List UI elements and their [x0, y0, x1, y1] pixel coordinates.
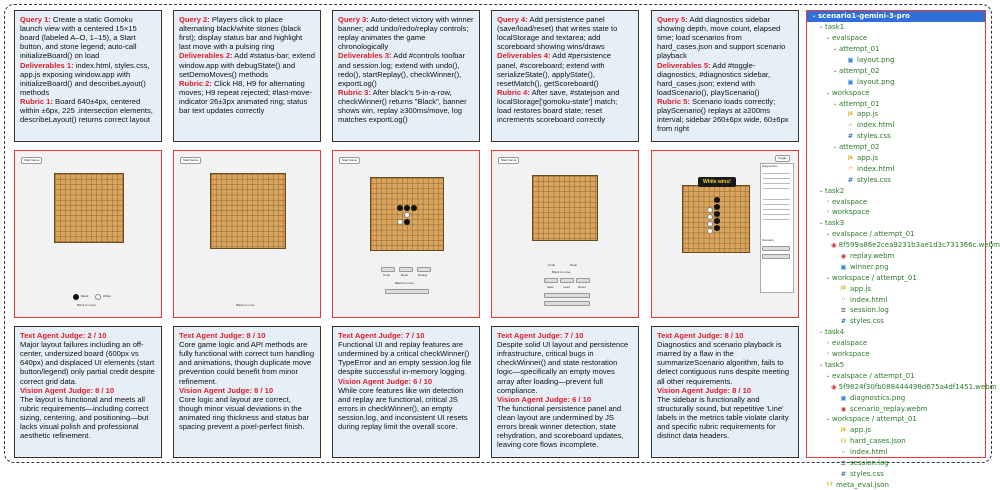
tree-item-label: layout.png — [857, 77, 895, 86]
text-judge-score: Text Agent Judge: 8 / 10 — [179, 331, 266, 340]
tree-item-label: styles.css — [857, 132, 891, 141]
tree-item-label: scenario_replay.webm — [850, 404, 928, 413]
chevron-down-icon: ⌄ — [825, 89, 831, 96]
vision-judge — [657, 386, 793, 441]
vision-judge-score: Vision Agent Judge: 6 / 10 — [338, 376, 433, 386]
rubric — [338, 88, 474, 124]
tree-file-item[interactable] — [807, 447, 985, 458]
tree-file-item[interactable] — [807, 425, 985, 436]
tree-item-label: styles.css — [850, 469, 884, 478]
query — [497, 15, 633, 51]
save-label: Save — [547, 285, 554, 289]
deliverables-label: Deliverables 3: — [338, 51, 392, 61]
tree-item-label: workspace / attempt_01 — [832, 273, 917, 282]
tree-folder-item[interactable] — [807, 196, 985, 207]
js-file-icon: JS — [848, 111, 853, 117]
webm-file-icon: ◉ — [831, 241, 837, 250]
task-column-2 — [173, 10, 321, 458]
tree-item-label: app.js — [857, 154, 878, 163]
file-tree-panel — [806, 10, 1000, 489]
text-judge-body: Functional UI and replay features are undermined by a critical checkWinner() TypeError and an empty session.log file despite successful in-memory logging. — [338, 340, 472, 377]
tree-file-item[interactable] — [807, 381, 997, 392]
tree-item-label: session.log — [850, 458, 889, 467]
query-label: Query 5: — [657, 15, 688, 24]
toggle-diagnostics-button[interactable]: Toggle — [775, 155, 790, 162]
text-judge-score: Text Agent Judge: 8 / 10 — [657, 331, 744, 340]
tree-item-label: attempt_02 — [839, 66, 880, 75]
vision-judge — [497, 395, 633, 450]
chevron-down-icon: ⌄ — [818, 329, 824, 336]
deliverables-text: Add #status-bar; extend window.app with debugState() and setDemoMoves() methods — [179, 51, 315, 79]
deliverables-label: Deliverables 5: — [657, 60, 711, 70]
diagnostics-title: Diagnostics — [762, 164, 778, 168]
black-stone — [397, 205, 403, 211]
query-text: Create a static Gomoku launch view with a centered 15×15 board (labeled A–O, 1–15), a Start button, and stone legend; auto-call initializeBoard() on load — [20, 15, 137, 61]
task-column-1 — [14, 10, 162, 458]
text-judge-score: Text Agent Judge: 2 / 10 — [20, 331, 107, 340]
reset-label: Reset — [578, 285, 586, 289]
rubric-text: Click H8, H9 for alternating moves; H9 repeat rejected; #last-move-indicator 26±3px animated ring; status bar text updates correctly — [179, 78, 312, 116]
log-file-icon: ≡ — [840, 306, 847, 315]
tree-folder-item[interactable] — [807, 414, 985, 425]
judge-cell-1 — [14, 326, 162, 458]
status-bar: Black to move — [552, 270, 571, 274]
vision-judge-body: Core logic and layout are correct, though minor visual deviations in the animated ring thickness and status bar spacing prevent a pixel-perfect finish. — [179, 394, 310, 432]
tree-item-label: 8f599a86e2cea9231b3ae1d3c731366c.webm — [838, 241, 1000, 250]
sidebar-metric-line — [763, 183, 790, 184]
mini-control[interactable] — [417, 267, 431, 272]
rubric-label: Rubric 2: — [179, 78, 212, 88]
deliverables-label: Deliverables 4: — [497, 51, 551, 61]
sidebar-metric-line — [763, 178, 790, 179]
tree-folder-item[interactable] — [807, 98, 985, 109]
tree-folder-item[interactable] — [807, 185, 985, 196]
scoreboard-row[interactable] — [544, 293, 590, 298]
tree-item-label: diagnostics.png — [850, 393, 906, 402]
chevron-down-icon: ⌄ — [818, 220, 824, 227]
css-file-icon: # — [847, 132, 854, 141]
black-stone — [714, 225, 720, 231]
chevron-right-icon: › — [826, 209, 830, 216]
query — [20, 15, 156, 61]
rubric-text: After save, #statejson and localStorage['gomoku-state'] match; load restores board state; reset increments scoreboard correctly — [497, 87, 620, 125]
tree-folder-item[interactable] — [807, 370, 985, 381]
scenario-play-button[interactable] — [762, 254, 790, 259]
tree-item-label: evalspace — [832, 197, 868, 206]
vision-judge-body: The functional persistence panel and clean layout are undermined by JS errors break winner detection, state rehydration, and scoreboard updates, leaving core flows incomplete. — [497, 403, 624, 450]
tree-item-label: index.html — [850, 295, 888, 304]
white-stone — [707, 214, 713, 220]
judge-cell-2 — [173, 326, 321, 458]
tree-item-label: workspace — [832, 208, 870, 217]
query-text: Add diagnostics sidebar showing depth, move count, elapsed time; load scenarios from hard_cases.json and support scenario playback — [657, 15, 786, 61]
tree-file-item[interactable] — [807, 294, 985, 305]
tree-folder-item[interactable] — [807, 218, 985, 229]
query-cell-3 — [332, 10, 480, 142]
tree-file-item[interactable] — [807, 403, 985, 414]
black-stone — [404, 205, 410, 211]
sidebar-metric-line — [763, 209, 790, 210]
tree-item-label: hard_cases.json — [850, 437, 906, 446]
tree-folder-item[interactable] — [807, 272, 985, 283]
chevron-down-icon: ⌄ — [832, 100, 838, 107]
white-stone — [707, 221, 713, 227]
black-stone — [714, 197, 720, 203]
tree-item-label: task5 — [825, 360, 845, 369]
deliverables — [179, 51, 315, 78]
rubric-label: Rubric 4: — [497, 87, 530, 97]
result-screenshot-1 — [14, 150, 162, 318]
tree-item-label: task1 — [825, 23, 845, 32]
text-judge-score: Text Agent Judge: 7 / 10 — [497, 331, 584, 340]
chevron-down-icon: ⌄ — [818, 361, 824, 368]
rubric-label: Rubric 1: — [20, 96, 53, 106]
scoreboard-row[interactable] — [544, 301, 590, 306]
query-label: Query 4: — [497, 15, 528, 24]
png-file-icon: ▣ — [840, 393, 847, 402]
tree-item-label: scenario1-gemini-3-pro — [818, 12, 910, 21]
js-file-icon: JS — [841, 427, 846, 433]
task-column-4 — [491, 10, 639, 458]
mini-control[interactable] — [560, 278, 574, 283]
sidebar-metric-line — [763, 204, 790, 205]
tree-file-item[interactable] — [807, 240, 1000, 251]
black-stone — [714, 204, 720, 210]
sidebar-metric-line — [763, 219, 790, 220]
mini-control[interactable] — [399, 267, 413, 272]
chevron-down-icon: ⌄ — [825, 372, 831, 379]
tree-item-label: workspace / attempt_01 — [832, 415, 917, 424]
undo-label: Undo — [383, 273, 391, 277]
vision-judge-score: Vision Agent Judge: 8 / 10 — [179, 385, 274, 395]
task-column-5 — [651, 10, 799, 458]
gomoku-board[interactable] — [532, 175, 598, 241]
webm-file-icon: ◉ — [831, 382, 837, 391]
vision-judge-score: Vision Agent Judge: 6 / 10 — [497, 394, 592, 404]
css-file-icon: # — [840, 469, 847, 478]
tree-item-label: task4 — [825, 328, 845, 337]
vision-judge-score: Vision Agent Judge: 8 / 10 — [20, 385, 115, 395]
export-bar[interactable] — [385, 289, 429, 294]
tree-folder-item[interactable] — [807, 349, 985, 360]
tree-item-label: index.html — [850, 448, 888, 457]
tree-file-item[interactable] — [807, 458, 985, 469]
tree-item-label: evalspace / attempt_01 — [832, 371, 915, 380]
text-judge — [497, 331, 633, 395]
js-file-icon: JS — [841, 286, 846, 292]
tree-file-item[interactable] — [807, 316, 985, 327]
query-label: Query 2: — [179, 15, 210, 24]
start-game-button[interactable]: Start Game — [498, 157, 519, 164]
text-judge-body: Diagnostics and scenario playback is marred by a flaw in the summarizeScenario algorithm, fails to detect contiguous runs despite meeting all other requirements. — [657, 340, 790, 386]
legend-white-label: White — [103, 294, 111, 298]
chevron-down-icon: ⌄ — [832, 144, 838, 151]
undo-label: Undo — [548, 263, 556, 267]
query-cell-5 — [651, 10, 799, 142]
html-file-icon: ‹› — [848, 122, 853, 128]
tree-item-label: workspace — [832, 350, 870, 359]
deliverables-text: Add #persistence panel, #scoreboard; extend with serializeState(), applyState(), resetMatch(), getScoreboard() — [497, 51, 611, 88]
png-file-icon: ▣ — [847, 56, 854, 64]
tree-folder-item[interactable] — [807, 327, 985, 338]
tree-file-item[interactable] — [807, 163, 985, 174]
tree-folder-item[interactable] — [807, 142, 985, 153]
sidebar-metric-line — [763, 188, 790, 189]
tree-item-label: styles.css — [857, 175, 891, 184]
deliverables-text: Add #toggle-diagnostics, #diagnostics sidebar, hard_cases.json; extend with loadScenario(), playScenario() — [657, 60, 771, 97]
chevron-right-icon: › — [826, 340, 830, 347]
vision-judge-score: Vision Agent Judge: 8 / 10 — [657, 385, 752, 395]
vision-judge — [179, 386, 315, 432]
judge-cell-3 — [332, 326, 480, 458]
chevron-down-icon: ⌄ — [825, 416, 831, 423]
text-judge-body: Major layout failures including an off-center, undersized board (600px vs 640px) and displaced UI elements (start button/legend) only partial credit despite correct grid data. — [20, 340, 155, 386]
chevron-down-icon: ⌄ — [818, 24, 824, 31]
log-file-icon: ≡ — [840, 458, 847, 467]
judge-cell-4 — [491, 326, 639, 458]
tree-file-item[interactable] — [807, 174, 985, 185]
black-stone — [404, 219, 410, 225]
load-label: Load — [563, 285, 570, 289]
rubric — [179, 79, 315, 115]
evaluation-grid — [14, 10, 799, 458]
chevron-down-icon: ⌄ — [825, 274, 831, 281]
js-file-icon: JS — [848, 155, 853, 161]
tree-item-label: task3 — [825, 219, 845, 228]
task-column-3 — [332, 10, 480, 458]
text-judge — [657, 331, 793, 386]
deliverables-text: index.html, styles.css, app.js exposing window.app with initializeBoard() and describeLayout() methods — [20, 60, 150, 97]
scenario-select[interactable] — [762, 246, 790, 251]
tree-file-item[interactable] — [807, 283, 985, 294]
tree-file-item[interactable] — [807, 131, 985, 142]
tree-item-label: app.js — [857, 110, 878, 119]
query-cell-1 — [14, 10, 162, 142]
vision-judge-body: The sidebar is functionally and structurally sound, but repetitive 'Line' labels in the metrics table violate clarity and specific rubric requirements for distinct data headers. — [657, 394, 789, 441]
chevron-right-icon: › — [826, 198, 830, 205]
tree-file-item[interactable] — [807, 479, 985, 490]
sidebar-metric-line — [763, 199, 790, 200]
chevron-down-icon: ⌄ — [811, 13, 817, 20]
tree-item-label: index.html — [857, 121, 895, 130]
sidebar-metric-line — [763, 173, 790, 174]
tree-file-item[interactable] — [807, 468, 985, 479]
winner-banner: White wins! — [698, 177, 736, 187]
rubric-text: Scenario loads correctly; playScenario() replays at ≥200ms interval; sidebar 260±6px wide, 60±6px from right — [657, 96, 789, 134]
mini-control[interactable] — [544, 278, 558, 283]
deliverables — [497, 51, 633, 87]
query-text: Add persistence panel (save/load/reset) that writes state to localStorage and textarea; add scoreboard showing wins/draws — [497, 15, 618, 52]
tree-item-label: meta_eval.json — [836, 480, 889, 489]
gomoku-board[interactable] — [210, 173, 286, 249]
redo-label: Redo — [401, 273, 409, 277]
tree-file-item[interactable] — [807, 76, 985, 87]
css-file-icon: # — [847, 175, 854, 184]
query-label: Query 3: — [338, 15, 369, 24]
chevron-down-icon: ⌄ — [832, 67, 838, 74]
tree-item-label: evalspace — [832, 339, 868, 348]
rubric — [657, 97, 793, 133]
text-judge — [20, 331, 156, 386]
tree-file-item[interactable] — [807, 153, 985, 164]
tree-item-label: styles.css — [850, 317, 884, 326]
query-label: Query 1: — [20, 15, 51, 24]
tree-folder-item[interactable] — [807, 11, 985, 22]
chevron-down-icon: ⌄ — [825, 35, 831, 42]
tree-item-label: attempt_02 — [839, 143, 880, 152]
rubric-text: Board 640±4px, centered within ±6px, 225 .intersection elements, describeLayout() returns correct layout — [20, 96, 153, 125]
vision-judge — [20, 386, 156, 441]
tree-folder-item[interactable] — [807, 22, 985, 33]
white-stone — [707, 207, 713, 213]
result-screenshot-3 — [332, 150, 480, 318]
png-file-icon: ▣ — [840, 262, 847, 271]
query-text: Auto-detect victory with winner banner; add undo/redo/replay controls; replay animates the game chronologically — [338, 15, 474, 52]
rubric-label: Rubric 5: — [657, 96, 690, 106]
tree-file-item[interactable] — [807, 436, 985, 447]
judge-cell-5 — [651, 326, 799, 458]
black-stone — [714, 211, 720, 217]
white-stone — [95, 294, 101, 300]
vision-judge — [338, 377, 474, 432]
rubric — [20, 97, 156, 124]
tree-item-label: evalspace — [832, 34, 868, 43]
tree-item-label: replay.webm — [850, 252, 895, 261]
tree-file-item[interactable] — [807, 305, 985, 316]
redo-label: Redo — [570, 263, 578, 267]
tree-file-item[interactable] — [807, 109, 985, 120]
tree-item-label: attempt_01 — [839, 45, 880, 54]
result-screenshot-5 — [651, 150, 799, 318]
tree-folder-item[interactable] — [807, 44, 985, 55]
query-cell-4 — [491, 10, 639, 142]
tree-item-label: app.js — [850, 284, 871, 293]
tree-item-label: app.js — [850, 426, 871, 435]
deliverables — [338, 51, 474, 87]
replay-label: Replay — [418, 273, 428, 277]
gomoku-board[interactable] — [54, 173, 124, 243]
rubric-label: Rubric 3: — [338, 87, 371, 97]
text-judge-body: Despite solid UI layout and persistence infrastructure, critical bugs in checkWinner() and state restoration logic—specifically an empty moves array after loading—prevent full compliance. — [497, 340, 629, 395]
json-file-icon: {} — [840, 438, 847, 444]
tree-item-label: attempt_01 — [839, 99, 880, 108]
tree-item-label: index.html — [857, 164, 895, 173]
tree-folder-item[interactable] — [807, 65, 985, 76]
text-judge-score: Text Agent Judge: 7 / 10 — [338, 331, 425, 340]
webm-file-icon: ◉ — [840, 252, 847, 261]
start-game-button[interactable]: Start Game — [21, 157, 42, 164]
query-text: Players click to place alternating black/white stones (black first); display status bar and highlight last move with a pulsing ring — [179, 15, 303, 52]
scenario-label: Scenario — [762, 238, 774, 242]
black-stone — [714, 218, 720, 224]
query — [338, 15, 474, 51]
status-bar: Black to move — [236, 303, 255, 307]
html-file-icon: ‹› — [841, 297, 846, 303]
sidebar-metric-line — [763, 214, 790, 215]
white-stone — [397, 219, 403, 225]
query-cell-2 — [173, 10, 321, 142]
html-file-icon: ‹› — [841, 449, 846, 455]
query — [657, 15, 793, 61]
tree-folder-item[interactable] — [807, 33, 985, 44]
tree-item-label: evalspace / attempt_01 — [832, 230, 915, 239]
css-file-icon: # — [840, 317, 847, 326]
mini-control[interactable] — [381, 267, 395, 272]
chevron-down-icon: ⌄ — [818, 187, 824, 194]
tree-file-item[interactable] — [807, 261, 985, 272]
rubric — [497, 88, 633, 124]
tree-item-label: layout.png — [857, 56, 895, 64]
vision-judge-body: The layout is functional and meets all rubric requirements—including correct sizing, centering, and positioning—but lacks visual polish and professional aesthetic refinement. — [20, 394, 149, 441]
result-screenshot-4 — [491, 150, 639, 318]
tree-folder-item[interactable] — [807, 229, 985, 240]
json-file-icon: {} — [826, 482, 833, 488]
html-file-icon: ‹› — [848, 166, 853, 172]
tree-file-item[interactable] — [807, 392, 985, 403]
tree-item-label: workspace — [832, 88, 870, 97]
rubric-text: After black's 5-in-a-row, checkWinner() returns "Black", banner shows win, replay ≥300ms/move, log matches exportLog() — [338, 87, 467, 125]
text-judge-body: Core game logic and API methods are fully functional with correct turn handling and animations, though duplicate move prevention could benefit from minor refinement. — [179, 340, 315, 386]
tree-item-label: task2 — [825, 186, 845, 195]
black-stone — [73, 294, 79, 300]
chevron-right-icon: › — [826, 351, 830, 358]
tree-folder-item[interactable] — [807, 87, 985, 98]
query — [179, 15, 315, 51]
deliverables-label: Deliverables 1: — [20, 60, 74, 70]
white-stone — [707, 228, 713, 234]
white-stone — [404, 212, 410, 218]
status-bar: Black to move — [77, 303, 96, 307]
tree-item-label: session.log — [850, 306, 889, 315]
chevron-down-icon: ⌄ — [825, 231, 831, 238]
tree-item-label: winner.png — [850, 262, 889, 271]
tree-folder-item[interactable] — [807, 338, 985, 349]
text-judge — [179, 331, 315, 386]
vision-judge-body: While core features like win detection and replay are functional, critical JS errors in checkWinner(), an empty session.log, and inconsistent UI resets during replay limit the overall score. — [338, 385, 468, 432]
text-judge — [338, 331, 474, 377]
deliverables — [20, 61, 156, 97]
black-stone — [411, 205, 417, 211]
tree-item-label: 5f9824f30fb088444498d675a4df1451.webm — [838, 382, 997, 391]
start-game-button[interactable]: Start Game — [180, 157, 201, 164]
tree-file-item[interactable] — [807, 55, 985, 66]
status-bar: Black to move — [395, 281, 414, 285]
webm-file-icon: ◉ — [840, 404, 847, 413]
chevron-down-icon: ⌄ — [832, 46, 838, 53]
result-screenshot-2 — [173, 150, 321, 318]
deliverables-text: Add #controls toolbar and session.log; extend with undo(), redo(), startReplay(), checkWinner(), exportLog() — [338, 51, 466, 88]
deliverables-label: Deliverables 2: — [179, 51, 233, 61]
tree-file-item[interactable] — [807, 251, 985, 262]
start-game-button[interactable]: Start Game — [339, 157, 360, 164]
legend-black-label: Black — [81, 294, 89, 298]
deliverables — [657, 61, 793, 97]
tree-folder-item[interactable] — [807, 360, 985, 371]
tree-file-item[interactable] — [807, 120, 985, 131]
tree-folder-item[interactable] — [807, 207, 985, 218]
png-file-icon: ▣ — [847, 77, 854, 86]
mini-control[interactable] — [576, 278, 590, 283]
